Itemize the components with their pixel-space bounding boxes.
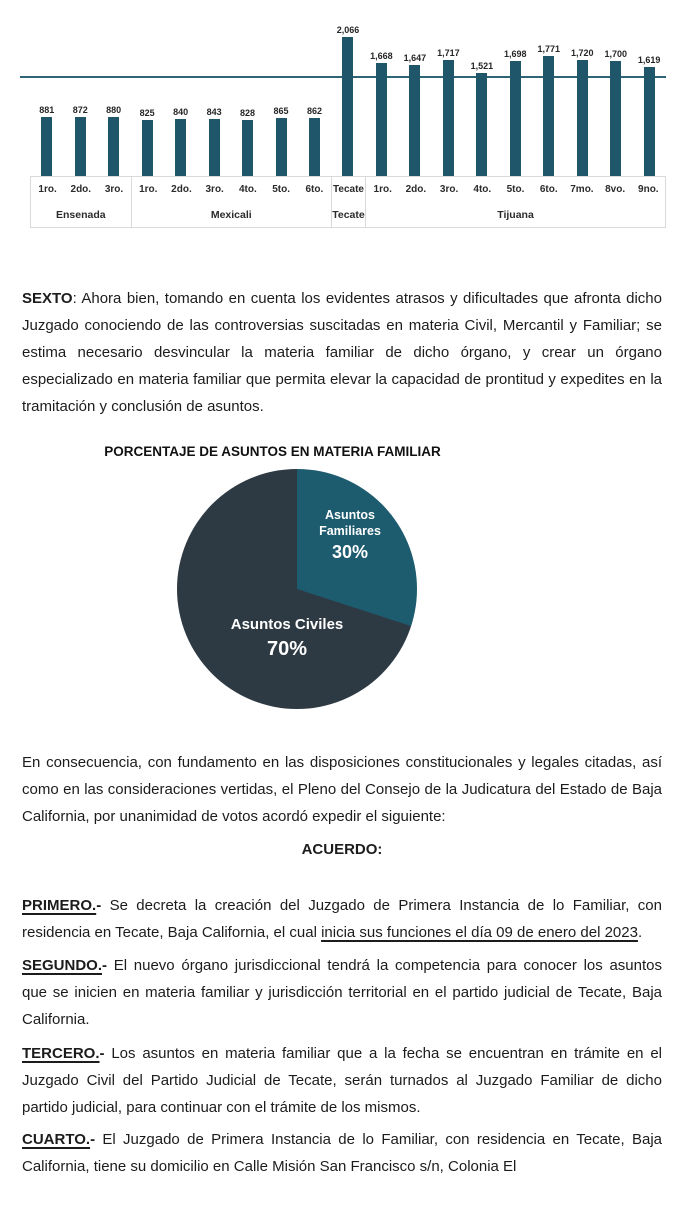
axis-category-label: 3ro. <box>205 184 224 195</box>
bar <box>209 119 220 176</box>
bar-slot <box>532 44 565 176</box>
axis-category-label: 2do. <box>405 184 427 195</box>
axis-group-tecate <box>331 177 365 227</box>
axis-category-label: 6to. <box>305 184 324 195</box>
bar-value-label: 872 <box>72 105 88 115</box>
bar-value-label: 881 <box>39 105 55 115</box>
bar-value-label: 1,647 <box>403 53 427 63</box>
bar-chart-category-axis <box>30 176 666 228</box>
bar-value-label: 862 <box>306 106 322 116</box>
bar <box>142 120 153 176</box>
document-page <box>0 16 684 1218</box>
bar <box>75 117 86 176</box>
bar <box>376 63 387 176</box>
axis-category-label: 2do. <box>70 184 92 195</box>
bar-value-label: 843 <box>206 107 222 117</box>
paragraph-tercero: TERCERO.- Los asuntos en materia familiar que a la fecha se encuentran en trámite en el Juzgado Civil del Partido Judicial de Tecate, serán turnados al Juzgado Familiar de dicho partido judicial, para continuar con el trámite de los mismos. <box>22 1045 662 1116</box>
bar-value-label: 865 <box>273 106 289 116</box>
bar <box>108 117 119 176</box>
acuerdo-heading: ACUERDO: <box>301 841 383 858</box>
bar-slot <box>130 108 163 176</box>
axis-category-label: 1ro. <box>373 184 392 195</box>
paragraph-primero: PRIMERO.- Se decreta la creación del Juzgado de Primera Instancia de lo Familiar, con residencia en Tecate, Baja California, el cual inicia sus funciones el día 09 de enero del 2023. <box>22 897 662 941</box>
bar-slot <box>599 49 632 176</box>
axis-group-tijuana <box>365 177 665 227</box>
bar-slot <box>499 49 532 176</box>
axis-category-label: 6to. <box>539 184 558 195</box>
bar <box>309 118 320 176</box>
bar-slot <box>264 106 297 176</box>
bar-slot <box>197 107 230 176</box>
bar <box>443 60 454 176</box>
bar <box>644 67 655 176</box>
axis-category-row <box>366 177 665 202</box>
bar-value-label: 1,717 <box>437 48 460 58</box>
pie-slice-label-civiles <box>205 615 369 661</box>
axis-category-label: 7mo. <box>570 184 594 195</box>
paragraph-segundo: SEGUNDO.- El nuevo órgano jurisdiccional tendrá la competencia para conocer los asuntos que se inicien en materia familiar y jurisdicción territorial en el partido judicial de Tecate, Baja California. <box>22 957 662 1028</box>
bar-slot <box>566 48 599 176</box>
bar-value-label: 828 <box>240 108 256 118</box>
pie-slice-name: Asuntos <box>325 508 375 522</box>
pie-slice-percent: 30% <box>331 542 369 562</box>
bar-value-label: 1,521 <box>470 61 494 71</box>
paragraph-cuarto: CUARTO.- El Juzgado de Primera Instancia de lo Familiar, con residencia en Tecate, Baja California, tiene su domicilio en Calle Misión San Francisco s/n, Colonia El <box>22 1131 662 1175</box>
bar <box>41 117 52 176</box>
axis-category-label: 5to. <box>272 184 290 195</box>
bar-value-label: 2,066 <box>336 25 360 35</box>
bar <box>342 37 353 176</box>
bar-series <box>30 16 666 176</box>
bar <box>610 61 621 176</box>
bar-slot <box>298 106 331 176</box>
bar-value-label: 1,619 <box>637 55 661 65</box>
bar-slot <box>63 105 96 176</box>
bar-value-label: 825 <box>139 108 155 118</box>
pie-slice-name: Familiares <box>319 524 381 538</box>
bar-slot <box>432 48 465 176</box>
bar <box>175 119 186 176</box>
pie-slice-percent: 70% <box>266 638 308 660</box>
axis-group-mexicali <box>131 177 331 227</box>
axis-category-label: 4to. <box>473 184 492 195</box>
axis-category-row <box>332 177 365 202</box>
pie-slice-name: Asuntos Civiles <box>230 616 344 633</box>
paragraph-consecuencia: En consecuencia, con fundamento en las disposiciones constitucionales y legales citadas, así como en las consideraciones vertidas, el Pleno del Consejo de la Judicatura del Estado de Baja California, por unanimidad de votos acordó expedir el siguiente: <box>22 754 662 825</box>
bar-value-label: 1,700 <box>604 49 627 59</box>
bar-value-label: 1,698 <box>504 49 527 59</box>
axis-group-label: Ensenada <box>56 208 106 221</box>
bar-chart-plot-area <box>30 16 666 176</box>
bar <box>242 120 253 176</box>
axis-category-label: 2do. <box>171 184 192 195</box>
axis-category-label: 4to. <box>239 184 257 195</box>
axis-category-label: Tecate <box>333 184 364 195</box>
bar-value-label: 880 <box>106 105 122 115</box>
bar <box>276 118 287 176</box>
paragraph-sexto: SEXTO: Ahora bien, tomando en cuenta los evidentes atrasos y dificultades que afronta dicho Juzgado conociendo de las controversias suscitadas en materia Civil, Mercantil y Familiar; se estima necesario desvincular la materia familiar de dicho órgano, y crear un órgano especializado en materia familiar que permita elevar la capacidad de prontitud y expedites en la tramitación y conclusión de asuntos. <box>22 290 662 415</box>
bar-value-label: 1,668 <box>370 51 393 61</box>
bar-slot <box>365 51 398 176</box>
axis-category-row <box>31 177 131 202</box>
axis-category-label: 3ro. <box>104 184 124 195</box>
axis-category-label: 1ro. <box>139 184 158 195</box>
pie-chart <box>177 469 417 709</box>
bar-slot <box>231 108 264 176</box>
bar-slot <box>398 53 431 176</box>
pie-slice-label-familiares <box>283 507 417 563</box>
bar <box>510 61 521 176</box>
axis-category-label: 9no. <box>638 184 659 195</box>
bar-slot <box>632 55 665 176</box>
axis-group-label: Mexicali <box>210 208 252 221</box>
pie-chart-title: PORCENTAJE DE ASUNTOS EN MATERIA FAMILIAR <box>104 444 441 459</box>
axis-category-label: 8vo. <box>605 184 626 195</box>
pie-chart-section <box>0 444 684 709</box>
axis-group-label: Tijuana <box>497 208 534 221</box>
axis-group-label: Tecate <box>332 208 365 221</box>
bar-slot <box>465 61 498 176</box>
axis-category-label: 5to. <box>506 184 525 195</box>
caseload-bar-chart <box>30 16 666 228</box>
bar-slot <box>97 105 130 176</box>
bar <box>409 65 420 176</box>
axis-category-label: 1ro. <box>38 184 57 195</box>
bar <box>577 60 588 176</box>
bar-value-label: 840 <box>173 107 189 117</box>
axis-category-row <box>132 177 331 202</box>
bar <box>543 56 554 176</box>
bar <box>476 73 487 176</box>
bar-slot <box>164 107 197 176</box>
bar-value-label: 1,771 <box>537 44 561 54</box>
bar-slot <box>331 25 364 176</box>
bar-value-label: 1,720 <box>570 48 594 58</box>
axis-group-ensenada <box>31 177 131 227</box>
bar-slot <box>30 105 63 176</box>
axis-category-label: 3ro. <box>439 184 459 195</box>
